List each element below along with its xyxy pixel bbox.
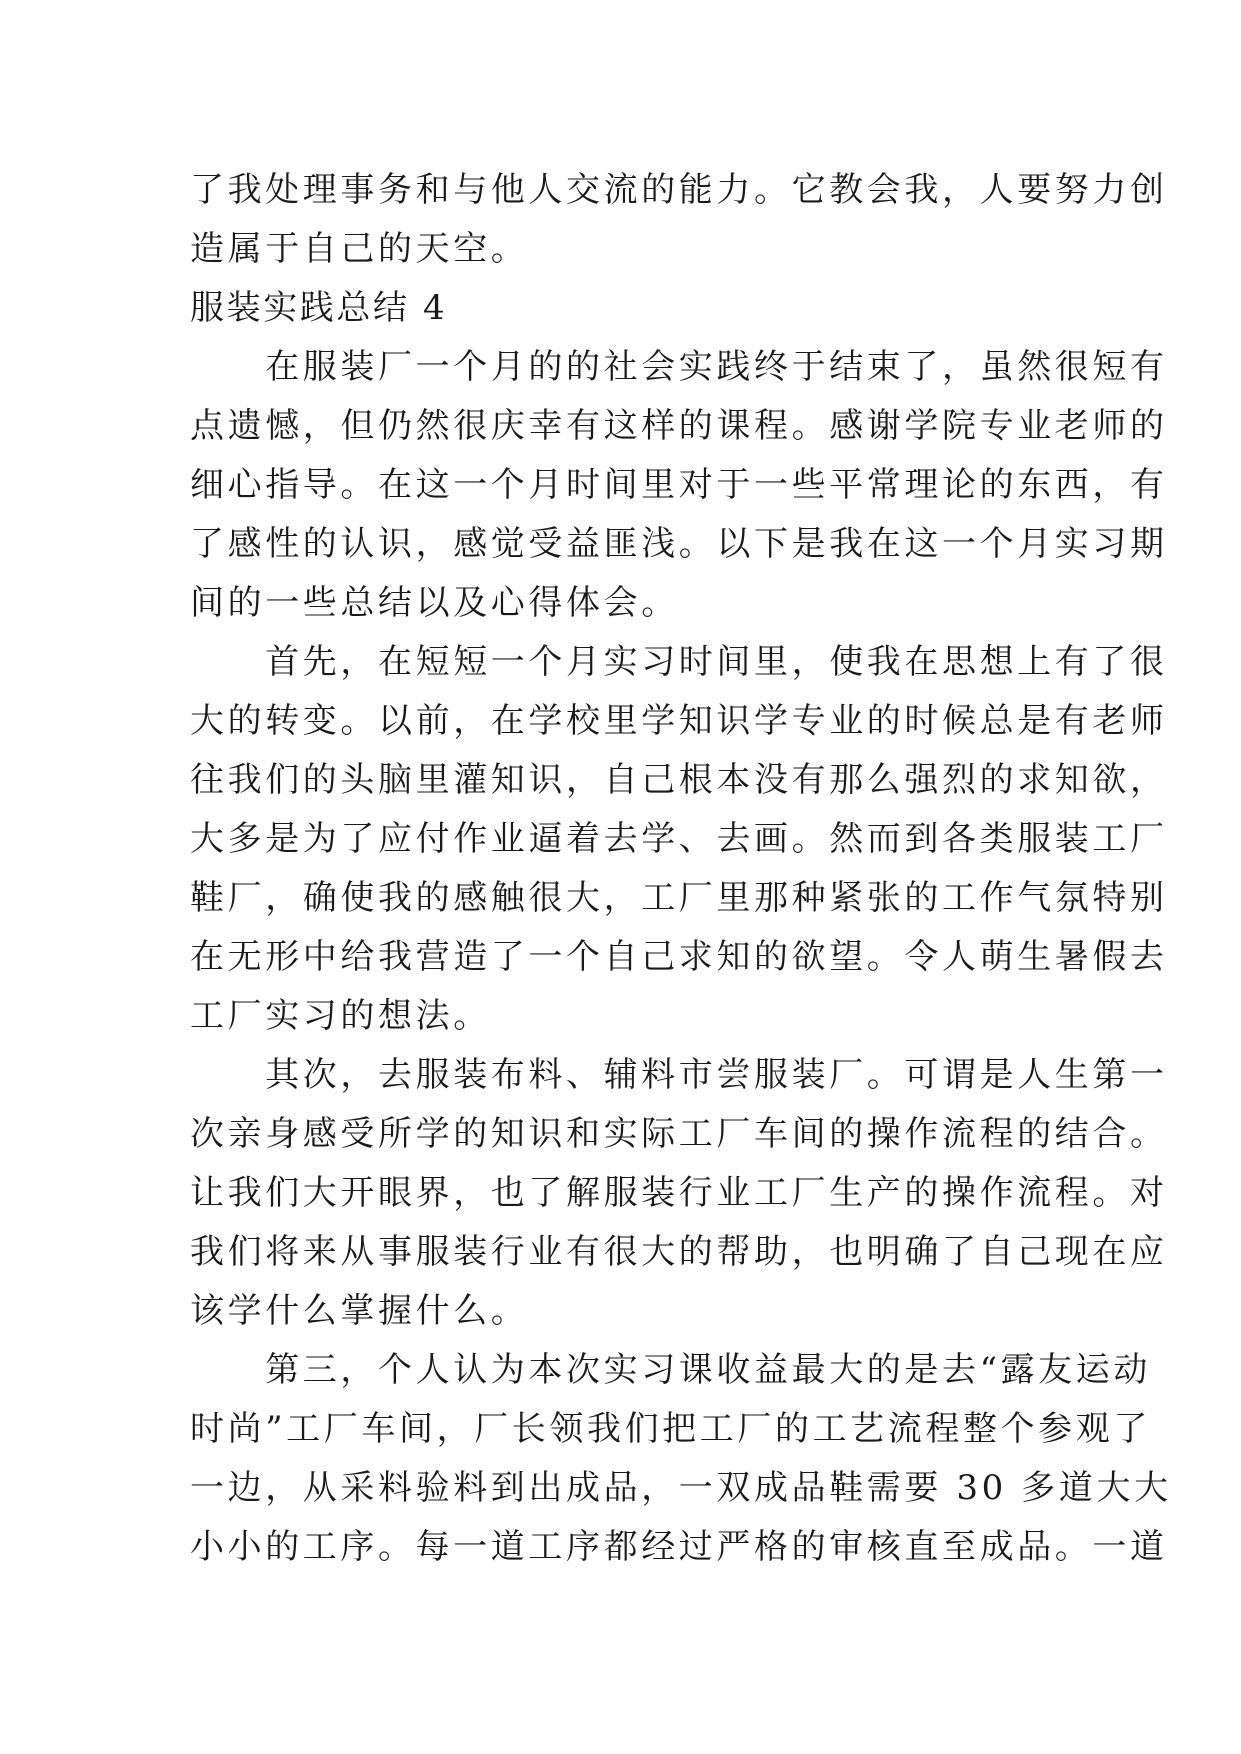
text-line: 该学什么掌握什么。 bbox=[190, 1291, 529, 1331]
text-line: 其次，去服装布料、辅料市尝服装厂。可谓是人生第一 bbox=[190, 1055, 1168, 1095]
text-line: 大的转变。以前，在学校里学知识学专业的时候总是有老师 bbox=[190, 701, 1168, 741]
text-line: 了感性的认识，感觉受益匪浅。以下是我在这一个月实习期 bbox=[190, 524, 1168, 564]
text-line: 了我处理事务和与他人交流的能力。它教会我，人要努力创 bbox=[190, 170, 1168, 210]
text-line: 第三，个人认为本次实习课收益最大的是去“露友运动 bbox=[190, 1350, 1151, 1390]
text-line: 造属于自己的天空。 bbox=[190, 229, 529, 269]
text-line: 间的一些总结以及心得体会。 bbox=[190, 583, 679, 623]
text-line: 工厂实习的想法。 bbox=[190, 996, 491, 1036]
text-line: 首先，在短短一个月实习时间里，使我在思想上有了很 bbox=[190, 642, 1168, 682]
text-line: 点遗憾，但仍然很庆幸有这样的课程。感谢学院专业老师的 bbox=[190, 406, 1168, 446]
text-line: 时尚”工厂车间，厂长领我们把工厂的工艺流程整个参观了 bbox=[190, 1409, 1151, 1449]
text-line: 在无形中给我营造了一个自己求知的欲望。令人萌生暑假去 bbox=[190, 937, 1168, 977]
text-line: 在服装厂一个月的的社会实践终于结束了，虽然很短有 bbox=[190, 347, 1168, 387]
text-line: 次亲身感受所学的知识和实际工厂车间的操作流程的结合。 bbox=[190, 1114, 1168, 1154]
text-line: 我们将来从事服装行业有很大的帮助，也明确了自己现在应 bbox=[190, 1232, 1168, 1272]
text-line: 往我们的头脑里灌知识，自己根本没有那么强烈的求知欲， bbox=[190, 760, 1168, 800]
text-line: 一边，从采料验料到出成品，一双成品鞋需要 30 多道大大 bbox=[190, 1468, 1172, 1508]
text-line: 大多是为了应付作业逼着去学、去画。然而到各类服装工厂 bbox=[190, 819, 1168, 859]
text-line: 鞋厂，确使我的感触很大，工厂里那种紧张的工作气氛特别 bbox=[190, 878, 1168, 918]
text-line: 让我们大开眼界，也了解服装行业工厂生产的操作流程。对 bbox=[190, 1173, 1168, 1213]
text-line: 细心指导。在这一个月时间里对于一些平常理论的东西，有 bbox=[190, 465, 1168, 505]
text-line: 小小的工序。每一道工序都经过严格的审核直至成品。一道 bbox=[190, 1527, 1168, 1567]
document-page bbox=[190, 161, 1172, 1577]
section-heading: 服装实践总结 4 bbox=[190, 288, 448, 328]
